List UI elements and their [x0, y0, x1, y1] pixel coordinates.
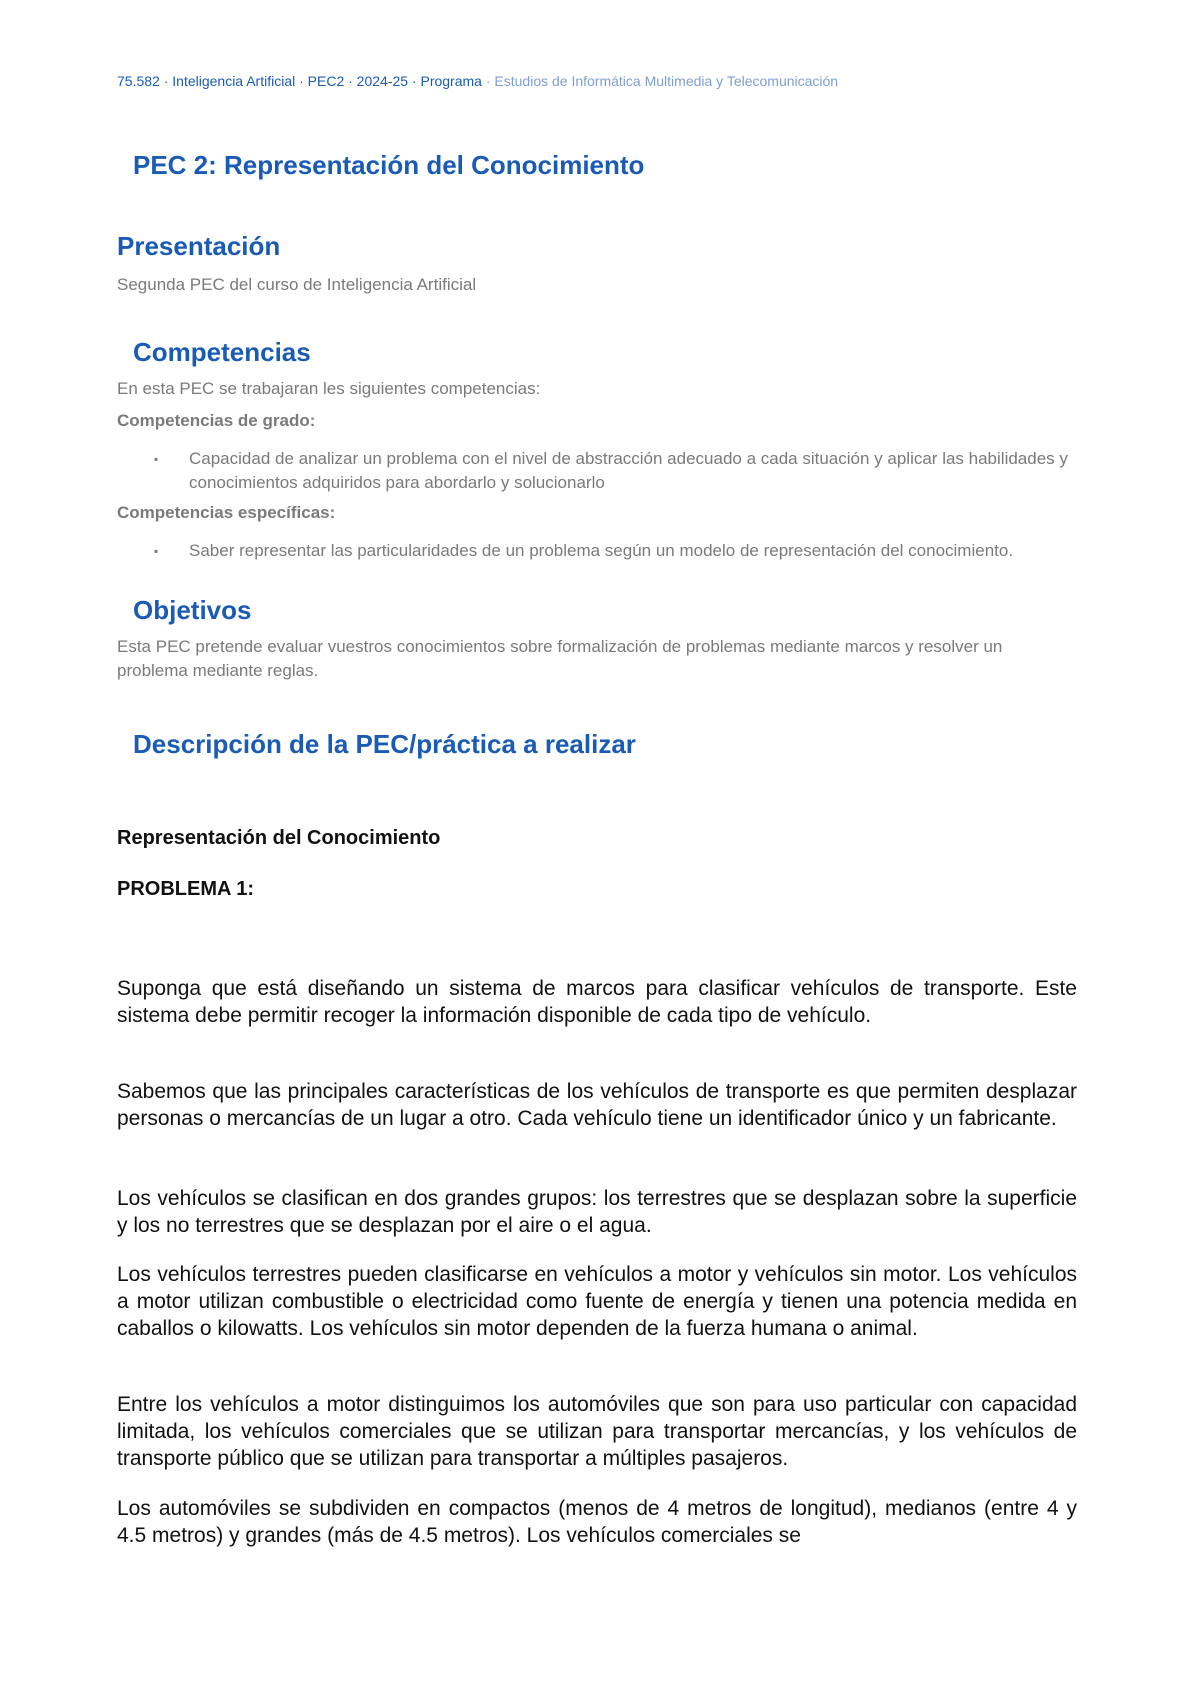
- heading-competencias: Competencias: [133, 337, 311, 367]
- list-item: [117, 447, 1077, 495]
- competencia-grado-text: Capacidad de analizar un problema con el nivel de abstracción adecuado a cada situación y aplicar las habilidades y conocimientos adquiridos para abordarlo y solucionarlo: [189, 449, 1068, 492]
- paragraph: Suponga que está diseñando un sistema de marcos para clasificar vehículos de transporte. Este sistema debe permitir recoger la información disponible de cada tipo de vehículo.: [117, 977, 1077, 1027]
- bullet-icon: ▪: [154, 544, 159, 558]
- heading-descripcion: Descripción de la PEC/práctica a realizar: [133, 729, 636, 759]
- bullet-icon: ▪: [154, 452, 159, 466]
- competencia-especifica-text: Saber representar las particularidades de un problema según un modelo de representación del conocimiento.: [189, 541, 1014, 560]
- paragraph: Sabemos que las principales características de los vehículos de transporte es que permiten desplazar personas o mercancías de un lugar a otro. Cada vehículo tiene un identificador único y un fabricante.: [117, 1080, 1077, 1130]
- paragraph: Los automóviles se subdividen en compactos (menos de 4 metros de longitud), medianos (entre 4 y 4.5 metros) y grandes (más de 4.5 metros). Los vehículos comerciales se: [117, 1497, 1077, 1547]
- header-studies: · Estudios de Informática Multimedia y Telecomunicación: [485, 73, 839, 89]
- subheading-representacion: Representación del Conocimiento: [117, 827, 441, 849]
- heading-presentacion: Presentación: [117, 231, 281, 261]
- running-header: [117, 73, 838, 89]
- paragraph: Entre los vehículos a motor distinguimos los automóviles que son para uso particular con capacidad limitada, los vehículos comerciales que se utilizan para transportar mercancías, y los vehículos de transporte público que se utilizan para transportar a múltiples pasajeros.: [117, 1393, 1077, 1470]
- document-title: PEC 2: Representación del Conocimiento: [133, 150, 645, 180]
- competencias-grado-label: Competencias de grado:: [117, 411, 316, 430]
- heading-objetivos: Objetivos: [133, 595, 252, 625]
- list-item: [117, 539, 1077, 563]
- objetivos-text: Esta PEC pretende evaluar vuestros conocimientos sobre formalización de problemas mediante marcos y resolver un problema mediante reglas.: [117, 637, 1003, 680]
- paragraph: Los vehículos se clasifican en dos grandes grupos: los terrestres que se desplazan sobre la superficie y los no terrestres que se desplazan por el aire o el agua.: [117, 1187, 1077, 1237]
- problema-label: PROBLEMA 1:: [117, 878, 255, 900]
- presentacion-text: Segunda PEC del curso de Inteligencia Artificial: [117, 275, 477, 294]
- competencias-especificas-label: Competencias específicas:: [117, 503, 336, 522]
- header-course: 75.582 · Inteligencia Artificial · PEC2 · 2024-25 · Programa: [117, 73, 482, 89]
- competencias-intro: En esta PEC se trabajaran les siguientes competencias:: [117, 379, 541, 398]
- paragraph: Los vehículos terrestres pueden clasificarse en vehículos a motor y vehículos sin motor. Los vehículos a motor utilizan combustible o electricidad como fuente de energía y tienen una potencia medida en caballos o kilowatts. Los vehículos sin motor dependen de la fuerza humana o animal.: [117, 1263, 1077, 1340]
